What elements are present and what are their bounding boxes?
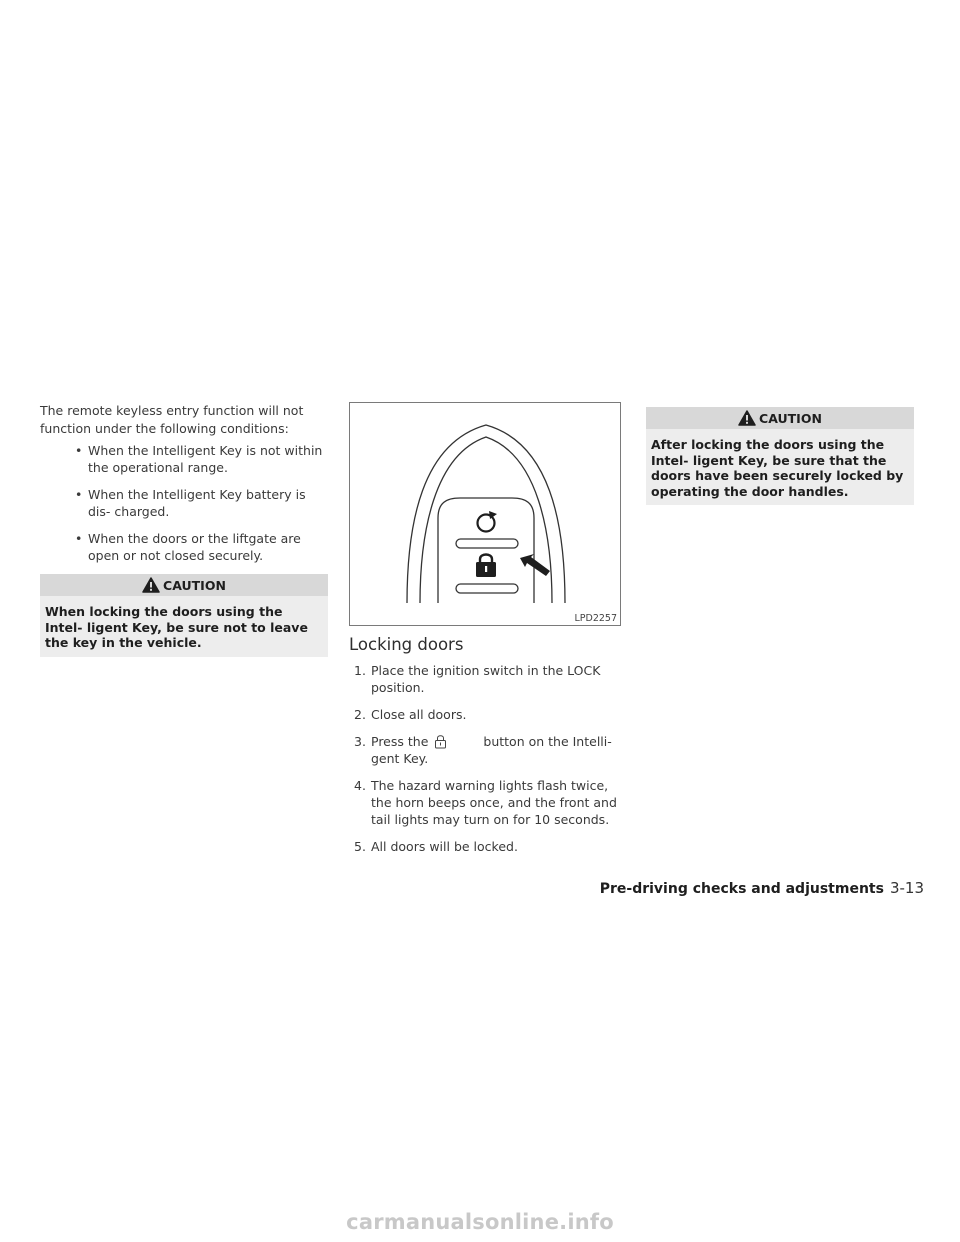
- caution-text: After locking the doors using the Intel- ligent Key, be sure that the doors have been securely locked by operating the door handles.: [646, 429, 914, 505]
- figure-code: LPD2257: [574, 613, 617, 624]
- remote-start-button: [478, 511, 498, 532]
- right-column: [646, 402, 914, 505]
- caution-heading: CAUTION: [646, 407, 914, 429]
- caution-heading: CAUTION: [40, 574, 328, 596]
- left-column: [40, 402, 328, 657]
- watermark: carmanualsonline.info: [346, 1210, 614, 1234]
- list-item: 3. Press the button on the Intelli- gent Key.: [354, 734, 612, 766]
- list-item: • When the Intelligent Key is not within the operational range.: [75, 443, 323, 475]
- list-item: 2. Close all doors.: [354, 707, 467, 722]
- conditions-list: [40, 442, 328, 564]
- list-item: 5. All doors will be locked.: [354, 839, 518, 854]
- list-item: 4. The hazard warning lights flash twice, the horn beeps once, and the front and tail lights may turn on for 10 seconds.: [354, 778, 617, 827]
- middle-column: [349, 402, 621, 865]
- lock-icon: [476, 555, 496, 578]
- caution-box: [40, 574, 328, 657]
- page-number: 3-13: [889, 879, 924, 897]
- intelligent-key-figure: [349, 402, 621, 626]
- caution-text: When locking the doors using the Intel- ligent Key, be sure not to leave the key in the vehicle.: [40, 596, 328, 657]
- caution-box: [646, 407, 914, 505]
- warning-triangle-icon: [142, 577, 160, 593]
- intelligent-key-illustration: [350, 403, 621, 626]
- page-footer: [584, 878, 924, 897]
- section-title: Locking doors: [349, 635, 464, 654]
- list-item: • When the Intelligent Key battery is dis- charged.: [75, 487, 306, 519]
- lock-icon: [434, 734, 447, 749]
- locking-steps: [349, 662, 621, 855]
- list-item: • When the doors or the liftgate are open or not closed securely.: [75, 531, 301, 563]
- footer-title: Pre-driving checks and adjustments: [599, 881, 884, 897]
- pointer-arrow: [520, 554, 550, 576]
- list-item: 1. Place the ignition switch in the LOCK position.: [354, 663, 601, 695]
- intro-paragraph: The remote keyless entry function will not function under the following conditions:: [40, 403, 304, 436]
- warning-triangle-icon: [738, 410, 756, 426]
